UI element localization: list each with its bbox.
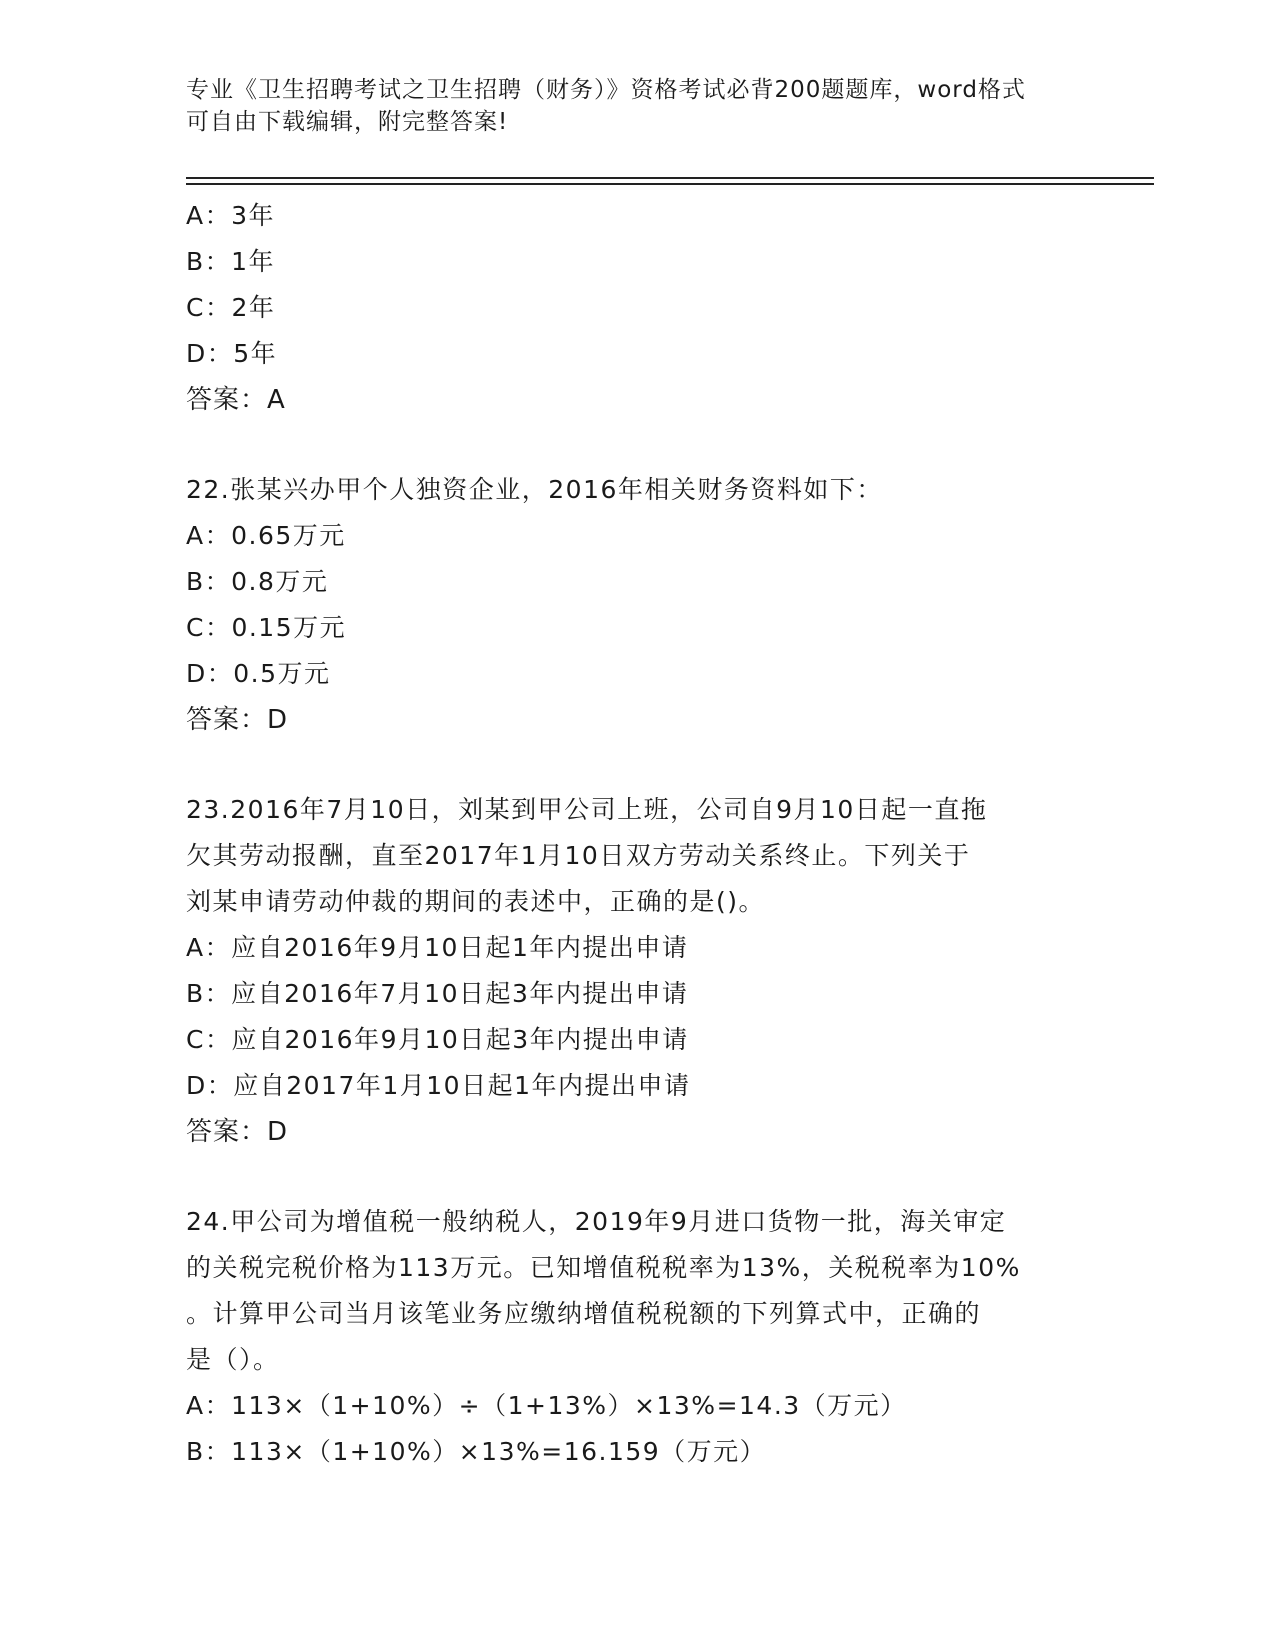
question-stem: 是（）。 (186, 1345, 280, 1374)
option-b: B：0.8万元 (186, 567, 329, 596)
question-stem: 22.张某兴办甲个人独资企业，2016年相关财务资料如下： (186, 475, 883, 504)
option-a: A：3年 (186, 201, 276, 230)
spacer (186, 1155, 1086, 1199)
spacer (186, 743, 1086, 787)
question-24 (186, 1199, 1086, 1475)
document-header (186, 74, 1066, 138)
question-stem: 23.2016年7月10日，刘某到甲公司上班，公司自9月10日起一直拖 (186, 795, 988, 824)
option-c: C：应自2016年9月10日起3年内提出申请 (186, 1025, 689, 1054)
option-d: D：应自2017年1月10日起1年内提出申请 (186, 1071, 691, 1100)
answer: 答案：D (186, 1117, 289, 1147)
option-a: A：0.65万元 (186, 521, 346, 550)
option-b: B：1年 (186, 247, 276, 276)
question-21 (186, 193, 1086, 423)
option-b: B：113×（1+10%）×13%=16.159（万元） (186, 1437, 767, 1466)
option-c: C：0.15万元 (186, 613, 347, 642)
option-a: A：113×（1+10%）÷（1+13%）×13%=14.3（万元） (186, 1391, 907, 1420)
option-a: A：应自2016年9月10日起1年内提出申请 (186, 933, 689, 962)
header-rule-bottom (186, 183, 1154, 185)
answer: 答案：A (186, 385, 286, 415)
question-stem: 欠其劳动报酬，直至2017年1月10日双方劳动关系终止。下列关于 (186, 841, 971, 870)
header-line-2: 可自由下载编辑，附完整答案! (186, 109, 509, 135)
question-23 (186, 787, 1086, 1155)
option-b: B：应自2016年7月10日起3年内提出申请 (186, 979, 689, 1008)
header-rule-top (186, 177, 1154, 179)
question-stem: 24.甲公司为增值税一般纳税人，2019年9月进口货物一批，海关审定 (186, 1207, 1007, 1236)
spacer (186, 423, 1086, 467)
question-stem: 。计算甲公司当月该笔业务应缴纳增值税税额的下列算式中，正确的 (186, 1299, 982, 1328)
option-c: C：2年 (186, 293, 276, 322)
question-stem: 刘某申请劳动仲裁的期间的表述中，正确的是()。 (186, 887, 766, 916)
question-content (186, 193, 1086, 1475)
question-22 (186, 467, 1086, 743)
answer: 答案：D (186, 705, 289, 735)
question-stem: 的关税完税价格为113万元。已知增值税税率为13%，关税税率为10% (186, 1253, 1021, 1282)
option-d: D：5年 (186, 339, 278, 368)
option-d: D：0.5万元 (186, 659, 331, 688)
header-line-1: 专业《卫生招聘考试之卫生招聘（财务）》资格考试必背200题题库，word格式 (186, 77, 1026, 103)
